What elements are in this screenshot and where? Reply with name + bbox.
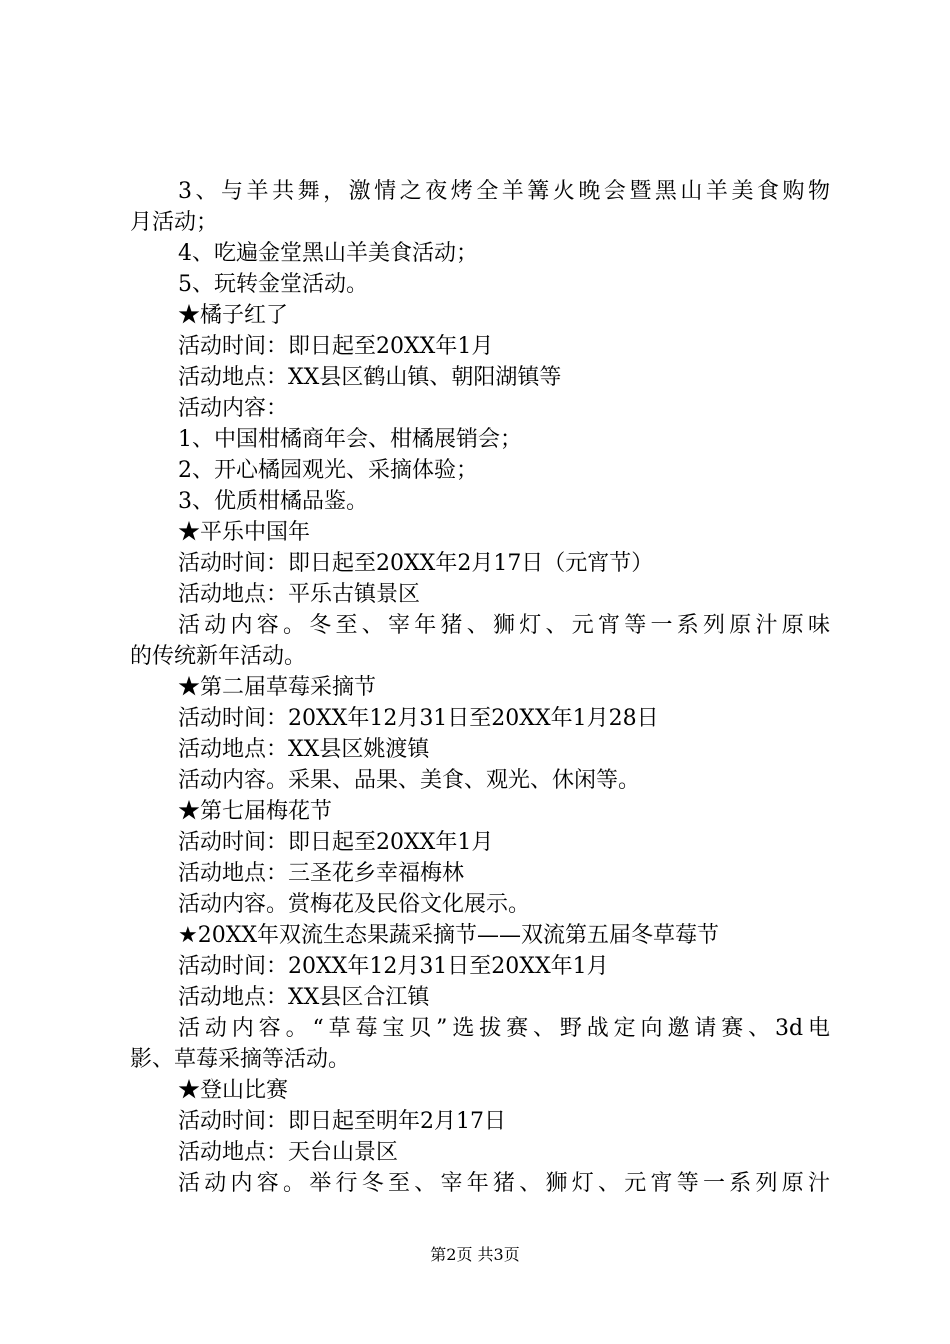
text-line: 活动时间：20XX年12月31日至20XX年1月 — [178, 954, 609, 979]
text-line: 4、吃遍金堂黑山羊美食活动； — [178, 241, 478, 266]
text-line: 活动时间：即日起至20XX年2月17日（元宵节） — [178, 551, 654, 576]
document-body — [130, 176, 830, 1199]
text-line: 活动内容。冬至、宰年猪、狮灯、元宵等一系列原汁原味 — [178, 613, 830, 638]
text-line: 活动内容。赏梅花及民俗文化展示。 — [178, 892, 531, 917]
text-line: 3、与羊共舞，激情之夜烤全羊篝火晚会暨黑山羊美食购物 — [178, 179, 830, 204]
text-line: 3、优质柑橘品鉴。 — [178, 489, 368, 514]
text-line: 5、玩转金堂活动。 — [178, 272, 368, 297]
text-line: ★20XX年双流生态果蔬采摘节——双流第五届冬草莓节 — [178, 923, 720, 948]
text-line: 活动地点：XX县区鹤山镇、朝阳湖镇等 — [178, 365, 562, 390]
text-line: 活动内容。采果、品果、美食、观光、休闲等。 — [178, 768, 641, 793]
text-line: 活动地点：平乐古镇景区 — [178, 582, 421, 607]
text-line: 活动地点：XX县区姚渡镇 — [178, 737, 430, 762]
text-line: 活动内容： — [178, 396, 289, 421]
text-line: ★登山比赛 — [178, 1078, 289, 1103]
text-line: 活动时间：即日起至20XX年1月 — [178, 334, 494, 359]
text-line: 的传统新年活动。 — [130, 644, 307, 669]
text-line: ★平乐中国年 — [178, 520, 311, 545]
text-line: 月活动； — [130, 210, 219, 235]
text-line: 影、草莓采摘等活动。 — [130, 1047, 351, 1072]
text-line: 活动地点：天台山景区 — [178, 1140, 399, 1165]
text-line: 活动时间：即日起至20XX年1月 — [178, 830, 494, 855]
text-line: ★第七届梅花节 — [178, 799, 333, 824]
text-line: 活动地点：三圣花乡幸福梅林 — [178, 861, 465, 886]
text-line: ★第二届草莓采摘节 — [178, 675, 377, 700]
text-line: 1、中国柑橘商年会、柑橘展销会； — [178, 427, 522, 452]
text-line: 活动时间：20XX年12月31日至20XX年1月28日 — [178, 706, 659, 731]
text-line: 活动时间：即日起至明年2月17日 — [178, 1109, 506, 1134]
text-line: 活动地点：XX县区合江镇 — [178, 985, 430, 1010]
text-line: ★橘子红了 — [178, 303, 289, 328]
text-line: 2、开心橘园观光、采摘体验； — [178, 458, 478, 483]
text-line: 活动内容。举行冬至、宰年猪、狮灯、元宵等一系列原汁 — [178, 1171, 830, 1196]
text-line: 活动内容。“草莓宝贝”选拔赛、野战定向邀请赛、3d电 — [178, 1016, 830, 1041]
page-footer: 第2页 共3页 — [430, 1245, 520, 1264]
